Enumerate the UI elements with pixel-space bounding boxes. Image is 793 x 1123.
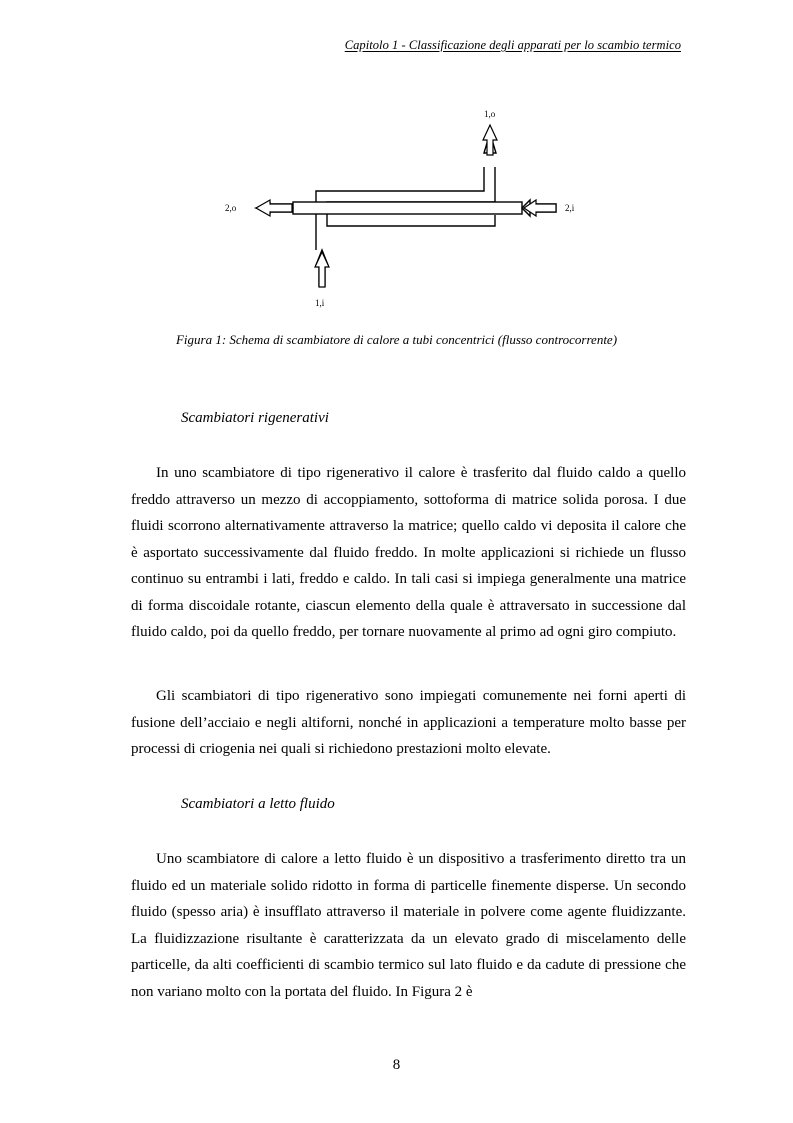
label-in-2: 2,i xyxy=(565,203,575,213)
label-out-2: 2,o xyxy=(225,203,237,213)
inner-tube xyxy=(293,202,522,214)
page-number: 8 xyxy=(392,1057,401,1073)
section-heading-regenerative: Scambiatori rigenerativi xyxy=(181,410,329,426)
outer-tube-bottom-inner-wall xyxy=(327,215,495,226)
figure-caption: Figura 1: Schema di scambiatore di calore a tubi concentrici (flusso controcorrente) xyxy=(175,332,618,347)
label-out-1: 1,o xyxy=(484,109,496,119)
paragraph-regenerative-1: In uno scambiatore di tipo rigenerativo il calore è trasferito dal fluido caldo a quello freddo attraverso un mezzo di accoppiamento, sottoforma di matrice solida porosa. I due fluidi scorrono alternativamente attraverso la matrice; quello caldo vi deposita il calore che è asportato successivamente dal fluido freddo. In molte applicazioni si richiede un flusso continuo su entrambi i lati, freddo e caldo. In tali casi si impiega generalmente una matrice di forma discoidale rotante, ciascun elemento della quale è attraversato in successione dal fluido caldo, poi da quello freddo, per tornare nuovamente al primo ad ogni giro compiuto. xyxy=(131,465,686,640)
heat-exchanger-diagram xyxy=(0,100,793,320)
label-in-1: 1,i xyxy=(315,298,325,308)
paragraph-regenerative-2: Gli scambiatori di tipo rigenerativo sono impiegati comunemente nei forni aperti di fusione dell’acciaio e negli altiforni, nonché in applicazioni a temperature molto basse per processi di criogenia nei quali si richiedono prestazioni molto elevate. xyxy=(131,688,686,757)
section-heading-fluid-bed: Scambiatori a letto fluido xyxy=(181,796,335,812)
paragraph-fluid-bed-1: Uno scambiatore di calore a letto fluido è un dispositivo a trasferimento diretto tra un fluido ed un materiale solido ridotto in forma di particelle finemente disperse. Un secondo fluido (spesso aria) è insufflato attraverso il materiale in polvere come agente fluidizzante. La fluidizzazione risultante è caratterizzata da un elevato grado di miscelamento delle particelle, da alti coefficienti di scambio termico sul lato fluido e da cadute di pressione che non variano molto con la portata del fluido. In Figura 2 è xyxy=(131,851,686,1000)
running-header: Capitolo 1 - Classificazione degli apparati per lo scambio termico xyxy=(344,38,681,52)
